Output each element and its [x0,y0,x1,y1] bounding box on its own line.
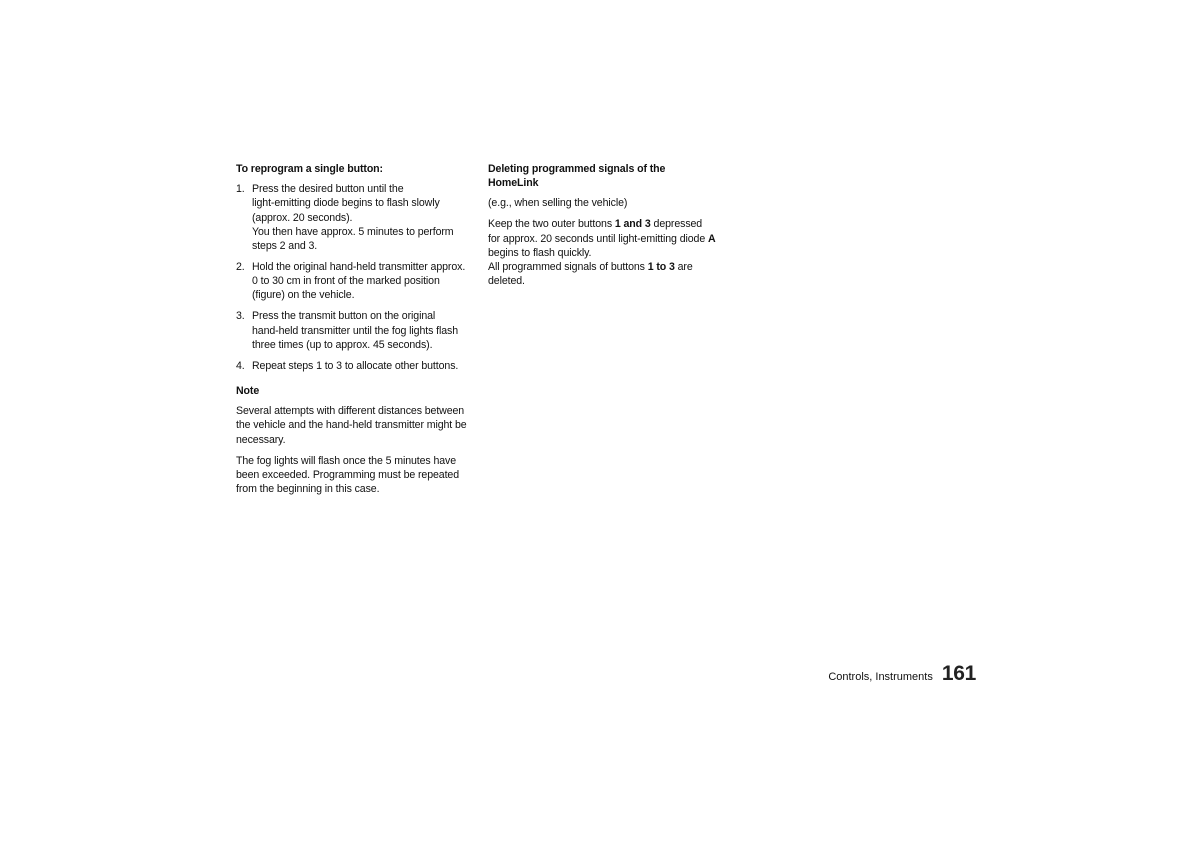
step-number: 2. [236,261,245,274]
step-number: 1. [236,183,245,196]
step-text: Press the desired button until the light-emitting diode begins to flash slowly (approx. 20 seconds). You then have approx. 5 minutes to perform steps 2 and 3. [252,183,454,253]
list-item [236,309,476,352]
note-heading: Note [236,385,260,398]
delete-signals-heading: Deleting programmed signals of the HomeLink [488,163,666,190]
delete-subtitle: (e.g., when selling the vehicle) [488,197,628,210]
step-number: 4. [236,359,245,372]
list-item [236,182,476,253]
left-column [236,162,476,503]
list-item [236,260,476,303]
section-title: Controls, Instruments [828,671,933,683]
button-range: 1 to 3 [647,261,675,274]
result-text: All programmed signals of buttons [488,261,648,274]
instruction-text: Keep the two outer buttons [488,218,615,231]
page-number: 161 [941,662,976,685]
page-footer [828,662,976,686]
delete-instructions-paragraph [488,217,728,288]
reprogram-steps-list [236,182,476,373]
reprogram-heading: To reprogram a single button: [236,163,383,175]
list-item [236,359,476,373]
result-text: are deleted. [488,261,693,288]
step-text: Repeat steps 1 to 3 to allocate other buttons. [252,359,459,372]
button-numbers: 1 and 3 [614,218,651,231]
instruction-text: begins to flash quickly. [488,246,592,259]
instruction-text: depressed for approx. 20 seconds until light-emitting diode [488,218,706,245]
note-paragraph: Several attempts with different distances between the vehicle and the hand-held transmitter might be necessary. [236,405,467,446]
diode-label: A [707,232,716,245]
step-text: Press the transmit button on the original hand-held transmitter until the fog lights flash three times (up to approx. 45 seconds). [252,310,459,351]
step-number: 3. [236,310,245,323]
step-text: Hold the original hand-held transmitter approx. 0 to 30 cm in front of the marked position (figure) on the vehicle. [252,261,466,302]
right-column [488,162,728,295]
note-paragraph: The fog lights will flash once the 5 minutes have been exceeded. Programming must be repeated from the beginning in this case. [236,454,460,496]
